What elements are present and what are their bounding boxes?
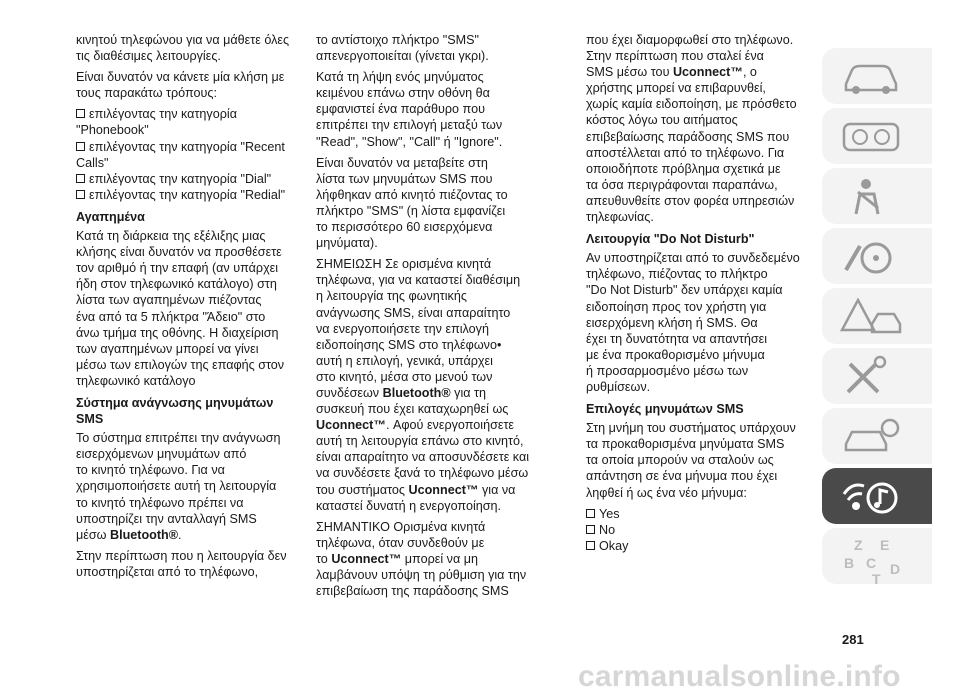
text-line: των αγαπημένων μπορεί να γίνει (76, 341, 259, 356)
svg-text:Z: Z (854, 537, 863, 553)
bullet-square-icon (586, 509, 595, 518)
tab-dashboard[interactable] (822, 108, 932, 164)
paragraph (76, 32, 312, 64)
list-item: No (586, 522, 822, 538)
list-item: επιλέγοντας την κατηγορία (76, 106, 312, 122)
list-item: Yes (586, 506, 822, 522)
seatbelt-icon (836, 174, 906, 218)
text-line: το κινητό τηλέφωνο πρέπει να (76, 495, 244, 510)
text-line: τους παρακάτω τρόπους: (76, 86, 217, 101)
text-line: το κινητό τηλέφωνο. Για να (76, 463, 225, 478)
tab-index[interactable] (822, 528, 932, 584)
paragraph: Αν υποστηρίζεται από το συνδεδεμένο τηλέφωνο, πιέζοντας το πλήκτρο "Do Not Disturb" δεν υπάρχει καμία ειδοποίηση προς τον χρήστη για εισερχόμενη κλήση ή SMS. Θα έχει τη δυνατότητα να απαντήσει με ένα προκαθορισμένο μήνυμα ή προσαρμοσμένο μέσω των ρυθμίσεων. (586, 251, 800, 394)
tab-emergency[interactable] (822, 288, 932, 344)
tab-starting-driving[interactable] (822, 228, 932, 284)
tools-icon (836, 354, 906, 398)
list-item: επιλέγοντας την κατηγορία "Dial" (76, 171, 312, 187)
text-line: εισερχόμενων μηνυμάτων από (76, 447, 247, 462)
text-line: μέσω των επιλογών της επαφής στον (76, 357, 285, 372)
text-line: "Phonebook" (76, 123, 149, 138)
note-paragraph: ΣΗΜΕΙΩΣΗ Σε ορισμένα κινητά τηλέφωνα, για να καταστεί διαθέσιμη η λειτουργία της φωνητικής ανάγνωσης SMS, είναι απαραίτητο να ενεργοποιήσετε την επιλογή ειδοποίησης SMS στο τηλέφωνο• αυτή η επιλογή, γενικά, υπάρχει στο κινητό, μέσα στο μενού των συνδέσεων Bluetooth® για τη συσκευή που έχει καταχωρηθεί ως Uconnect™. Αφού ενεργοποιήσετε αυτή τη λειτουργία επάνω στο κινητό, είναι απαραίτητο να αποσυνδέσετε και να συνδέσετε ξανά το τηλέφωνο μέσω του συστήματος Uconnect™ για να καταστεί δυνατή η ενεργοποίηση. (316, 257, 530, 513)
tab-technical-data[interactable] (822, 408, 932, 464)
text-line: χρησιμοποιήσετε αυτή τη λειτουργία (76, 479, 277, 494)
tab-multimedia[interactable] (822, 468, 932, 524)
text-line: υποστηρίζεται από το τηλέφωνο, (76, 564, 259, 579)
svg-text:C: C (866, 555, 877, 571)
section-heading-favorites: Αγαπημένα (76, 209, 145, 224)
text-column-1 (76, 32, 312, 585)
warning-car-icon (836, 294, 906, 338)
paragraph (76, 69, 312, 101)
paragraph: το αντίστοιχο πλήκτρο "SMS" απενεργοποιείται (γίνεται γκρι). (316, 33, 489, 64)
paragraph: Είναι δυνατόν να μεταβείτε στη λίστα των μηνυμάτων SMS που λήφθηκαν από κινητό πιέζοντας το πλήκτρο "SMS" (η λίστα εμφανίζει το περισσότερο 60 εισερχόμενα μηνύματα). (316, 155, 508, 251)
dashboard-icon (836, 114, 906, 158)
bullet-square-icon (586, 541, 595, 550)
list-item: Okay (586, 538, 822, 554)
paragraph: Στη μνήμη του συστήματος υπάρχουν τα προκαθορισμένα μηνύματα SMS τα οποία μπορούν να σταλούν ως απάντηση σε ένα μήνυμα που έχει ληφθεί ή ως ένα νέο μήνυμα: (586, 421, 796, 500)
paragraph: που έχει διαμορφωθεί στο τηλέφωνο. Στην περίπτωση που σταλεί ένα SMS μέσω του Uconnect™, ο χρήστης μπορεί να επιβαρυνθεί, χωρίς καμία ειδοποίηση, με πρόσθετο κόστος λόγω του αιτήματος επιβεβαίωσης παράδοσης SMS που αποστέλλεται από το τηλέφωνο. Για οποιοδήποτε πρόβλημα σχετικά με τα όσα περιγράφονται παραπάνω, απευθυνθείτε στον φορέα υπηρεσιών τηλεφωνίας. (586, 33, 797, 225)
text-line: τον αριθμό ή την επαφή (αν υπάρχει (76, 261, 279, 276)
index-letters-icon (836, 534, 906, 584)
section-heading-sms-options: Επιλογές μηνυμάτων SMS (586, 402, 744, 417)
text-line: Στην περίπτωση που η λειτουργία δεν (76, 548, 287, 563)
list-item: επιλέγοντας την κατηγορία "Recent (76, 139, 312, 155)
car-icon (836, 54, 906, 98)
steering-wrench-icon (836, 234, 906, 278)
bullet-square-icon (76, 142, 85, 151)
text-line: μέσω Bluetooth®. (76, 527, 182, 542)
text-line: τις διαθέσιμες λειτουργίες. (76, 49, 221, 64)
car-service-icon (836, 414, 906, 458)
text-line: άνω τμήμα της οθόνης. Η διαχείριση (76, 325, 279, 340)
bullet-square-icon (76, 109, 85, 118)
text-line: κινητού τηλεφώνου για να μάθετε όλες (76, 33, 290, 47)
svg-text:D: D (890, 561, 901, 577)
text-line: Calls" (76, 155, 109, 170)
bullet-square-icon (586, 525, 595, 534)
page-number: 281 (842, 632, 864, 647)
call-methods-list (76, 106, 312, 203)
text-line: λίστα των αγαπημένων πιέζοντας (76, 293, 262, 308)
sms-options-list (586, 506, 822, 554)
text-line: ένα από τα 5 πλήκτρα "Άδειο" στο (76, 309, 266, 324)
paragraph (76, 548, 312, 580)
text-line: ήδη στον τηλεφωνικό κατάλογο) στη (76, 277, 277, 292)
text-line: τηλεφωνικό κατάλογο (76, 373, 196, 388)
section-heading-do-not-disturb: Λειτουργία "Do Not Disturb" (586, 232, 755, 247)
text-line: κλήσης είναι δυνατόν να προσθέσετε (76, 245, 282, 260)
bullet-square-icon (76, 174, 85, 183)
paragraph (76, 228, 312, 389)
tab-safety[interactable] (822, 168, 932, 224)
paragraph (76, 430, 312, 543)
text-line: υποστηρίζει την ανταλλαγή SMS (76, 511, 257, 526)
text-line: Κατά τη διάρκεια της εξέλιξης μιας (76, 229, 266, 244)
list-item: επιλέγοντας την κατηγορία "Redial" (76, 187, 312, 203)
svg-text:B: B (844, 555, 855, 571)
section-heading-sms-reader: Σύστημα ανάγνωσης μηνυμάτων SMS (76, 395, 274, 427)
text-column-2 (316, 32, 552, 604)
bullet-square-icon (76, 190, 85, 199)
multimedia-icon (836, 474, 906, 518)
text-column-3 (586, 32, 822, 559)
paragraph: Κατά τη λήψη ενός μηνύματος κειμένου επάνω στην οθόνη θα εμφανιστεί ένα παράθυρο που επιτρέπει την επιλογή μεταξύ των "Read", "Show", "Call" ή "Ignore". (316, 70, 503, 149)
important-paragraph: ΣΗΜΑΝΤΙΚΟ Ορισμένα κινητά τηλέφωνα, όταν συνδεθούν με το Uconnect™ μπορεί να μη λαμβάνουν υπόψη τη ρύθμιση για την επιβεβαίωση της παράδοσης SMS (316, 519, 527, 599)
svg-text:T: T (872, 571, 881, 584)
text-line: Είναι δυνατόν να κάνετε μία κλήση με (76, 70, 285, 85)
tab-car[interactable] (822, 48, 932, 104)
svg-text:E: E (880, 537, 890, 553)
tab-maintenance[interactable] (822, 348, 932, 404)
text-line: Το σύστημα επιτρέπει την ανάγνωση (76, 431, 281, 446)
watermark-text: carmanualsonline.info (578, 660, 901, 693)
